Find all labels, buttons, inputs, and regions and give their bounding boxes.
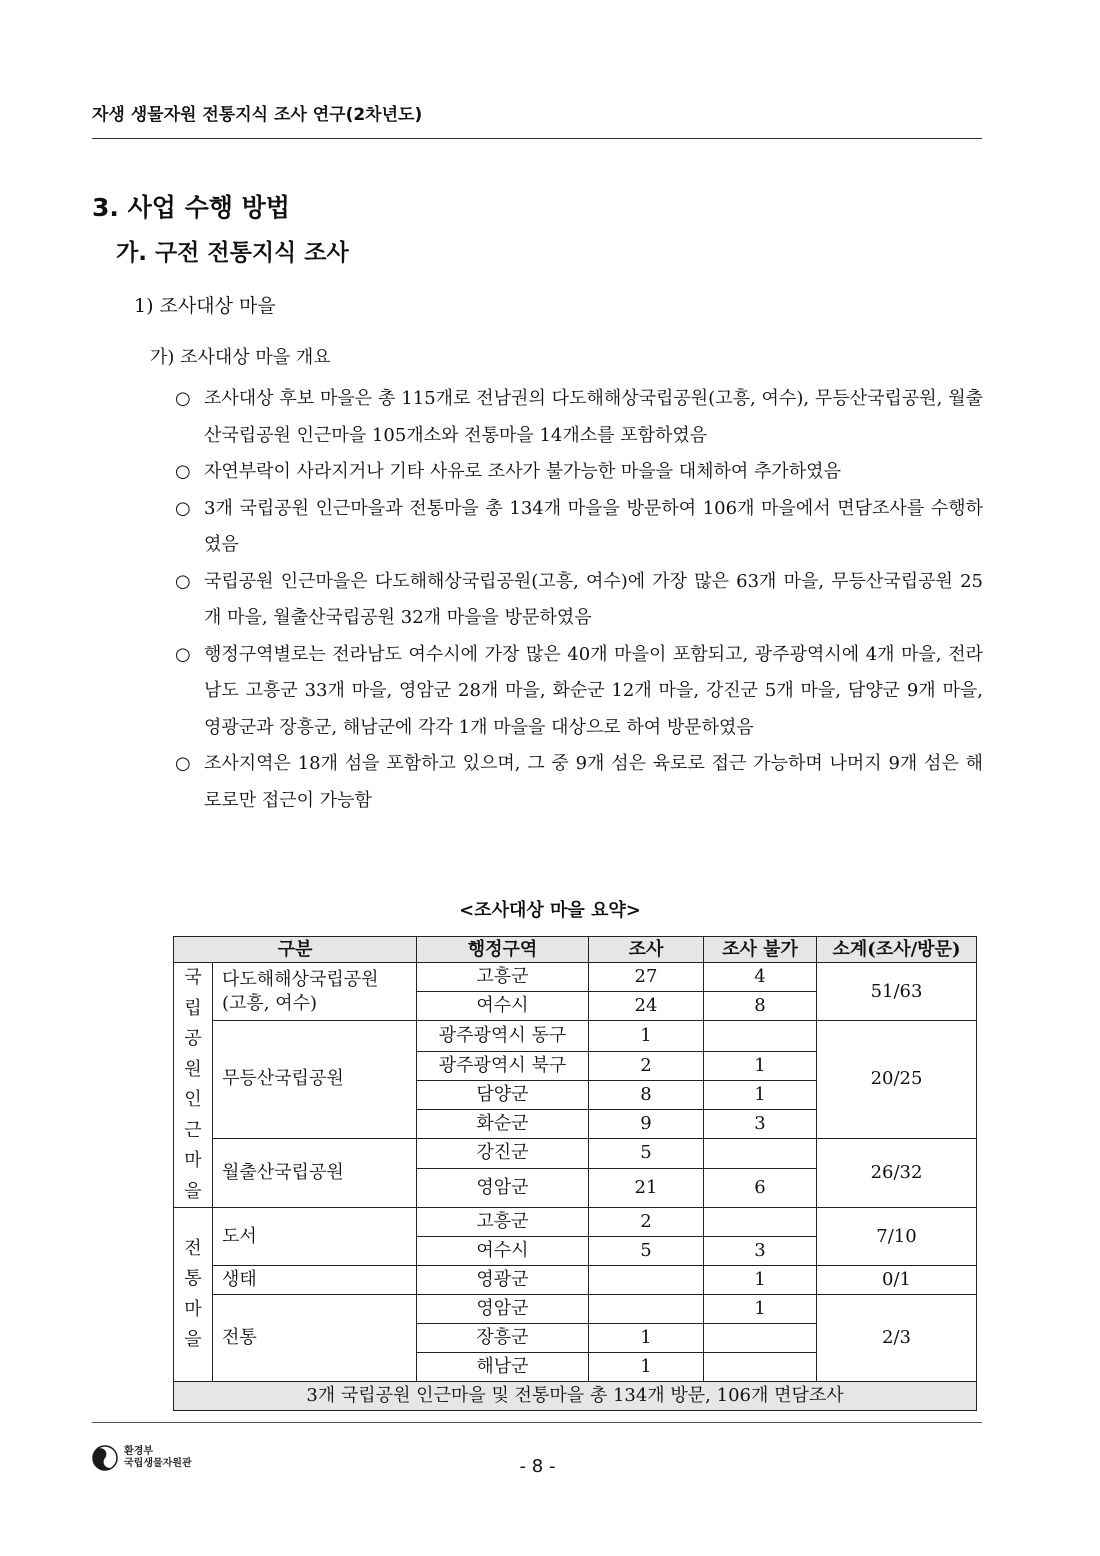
surveyed-cell: 8 (589, 1080, 704, 1109)
region-cell: 강진군 (417, 1138, 589, 1169)
surveyed-cell (589, 1266, 704, 1295)
bullet-mark: ○ (175, 753, 191, 774)
bullet-mark: ○ (175, 643, 191, 665)
surveyed-cell: 1 (589, 1324, 704, 1353)
subtotal-cell: 2/3 (817, 1295, 977, 1382)
region-cell: 화순군 (417, 1109, 589, 1138)
table-row (174, 1138, 977, 1169)
surveyed-cell: 5 (589, 1138, 704, 1169)
surveyed-cell: 2 (589, 1051, 704, 1080)
region-cell: 여수시 (417, 992, 589, 1021)
table-total: 3개 국립공원 인근마을 및 전통마을 총 134개 방문, 106개 면담조사 (174, 1382, 977, 1411)
page-number: - 8 - (519, 1456, 556, 1477)
header-region: 행정구역 (417, 937, 589, 963)
subtotal-cell: 0/1 (817, 1266, 977, 1295)
region-cell: 여수시 (417, 1237, 589, 1266)
bullet-mark: ○ (175, 570, 191, 592)
footer-rule (92, 1422, 982, 1423)
surveyed-cell: 1 (589, 1021, 704, 1052)
header-rule (92, 138, 982, 139)
surveyed-cell: 1 (589, 1353, 704, 1382)
bullet-mark: ○ (175, 388, 191, 409)
park-name: 다도해해상국립공원 (고흥, 여수) (213, 963, 417, 1021)
group-label-traditional-villages: 전 통 마 을 (174, 1208, 213, 1382)
subtotal-cell: 26/32 (817, 1138, 977, 1208)
unavailable-cell: 3 (704, 1237, 817, 1266)
header-category: 구분 (174, 937, 417, 963)
sub-subsection-heading: 1) 조사대상 마을 (134, 295, 276, 317)
unavailable-cell: 3 (704, 1109, 817, 1138)
village-summary-table (173, 936, 977, 1411)
subtotal-cell: 20/25 (817, 1021, 977, 1139)
list-item: ○ 자연부락이 사라지거나 기타 사유로 조사가 불가능한 마을을 대체하여 추가하였음 (175, 454, 983, 491)
list-item: ○ 조사지역은 18개 섬을 포함하고 있으며, 그 중 9개 섬은 육로로 접근 가능하며 나머지 9개 섬은 해로로만 접근이 가능함 (175, 746, 983, 819)
region-cell: 고흥군 (417, 963, 589, 992)
category-name: 전통 (213, 1295, 417, 1382)
surveyed-cell: 21 (589, 1169, 704, 1208)
topic-heading: 가) 조사대상 마을 개요 (150, 347, 331, 368)
unavailable-cell (704, 1324, 817, 1353)
region-cell: 영암군 (417, 1295, 589, 1324)
table-total-row (174, 1382, 977, 1411)
bullet-mark: ○ (175, 497, 191, 519)
unavailable-cell: 1 (704, 1080, 817, 1109)
category-name: 생태 (213, 1266, 417, 1295)
park-name: 무등산국립공원 (213, 1021, 417, 1139)
surveyed-cell: 27 (589, 963, 704, 992)
park-name: 월출산국립공원 (213, 1138, 417, 1208)
table-header-row (174, 937, 977, 963)
table-row (174, 1295, 977, 1324)
surveyed-cell: 5 (589, 1237, 704, 1266)
unavailable-cell: 6 (704, 1169, 817, 1208)
table-caption: <조사대상 마을 요약> (459, 900, 641, 921)
subsection-heading: 가. 구전 전통지식 조사 (116, 240, 349, 266)
table-row (174, 1266, 977, 1295)
region-cell: 장흥군 (417, 1324, 589, 1353)
unavailable-cell: 1 (704, 1051, 817, 1080)
region-cell: 영광군 (417, 1266, 589, 1295)
unavailable-cell (704, 1138, 817, 1169)
unavailable-cell (704, 1208, 817, 1237)
header-unavailable: 조사 불가 (704, 937, 817, 963)
org-line-1: 환경부 (124, 1446, 153, 1457)
list-item: ○ 3개 국립공원 인근마을과 전통마을 총 134개 마을을 방문하여 106개 마을에서 면담조사를 수행하였음 (175, 491, 983, 564)
org-line-2: 국립생물자원관 (124, 1458, 192, 1469)
category-name: 도서 (213, 1208, 417, 1266)
bullet-list (175, 381, 983, 819)
surveyed-cell: 9 (589, 1109, 704, 1138)
list-item: ○ 행정구역별로는 전라남도 여수시에 가장 많은 40개 마을이 포함되고, 광주광역시에 4개 마을, 전라남도 고흥군 33개 마을, 영암군 28개 마을, 화순군 12개 마을, 강진군 5개 마을, 담양군 9개 마을, 영광군과 장흥군, 해남군에 각각 1개 마을을 대상으로 하여 방문하였음 (175, 637, 983, 747)
region-cell: 광주광역시 북구 (417, 1051, 589, 1080)
list-item: ○ 국립공원 인근마을은 다도해해상국립공원(고흥, 여수)에 가장 많은 63개 마을, 무등산국립공원 25개 마을, 월출산국립공원 32개 마을을 방문하였음 (175, 564, 983, 637)
surveyed-cell: 24 (589, 992, 704, 1021)
header-surveyed: 조사 (589, 937, 704, 963)
region-cell: 담양군 (417, 1080, 589, 1109)
region-cell: 고흥군 (417, 1208, 589, 1237)
unavailable-cell (704, 1021, 817, 1052)
unavailable-cell (704, 1353, 817, 1382)
surveyed-cell (589, 1295, 704, 1324)
table-row (174, 1021, 977, 1052)
region-cell: 영암군 (417, 1169, 589, 1208)
region-cell: 광주광역시 동구 (417, 1021, 589, 1052)
group-label-national-park-villages: 국 립 공 원 인 근 마 을 (174, 963, 213, 1208)
unavailable-cell: 8 (704, 992, 817, 1021)
unavailable-cell: 4 (704, 963, 817, 992)
subtotal-cell: 7/10 (817, 1208, 977, 1266)
header-subtotal: 소계(조사/방문) (817, 937, 977, 963)
table-row (174, 1208, 977, 1237)
surveyed-cell: 2 (589, 1208, 704, 1237)
table-row (174, 963, 977, 992)
running-header: 자생 생물자원 전통지식 조사 연구(2차년도) (92, 105, 423, 125)
region-cell: 해남군 (417, 1353, 589, 1382)
list-item: ○ 조사대상 후보 마을은 총 115개로 전남권의 다도해해상국립공원(고흥, 여수), 무등산국립공원, 월출산국립공원 인근마을 105개소와 전통마을 14개소를 포함하였음 (175, 381, 983, 454)
unavailable-cell: 1 (704, 1295, 817, 1324)
bullet-mark: ○ (175, 461, 191, 482)
unavailable-cell: 1 (704, 1266, 817, 1295)
section-heading: 3. 사업 수행 방법 (92, 193, 290, 222)
subtotal-cell: 51/63 (817, 963, 977, 1021)
